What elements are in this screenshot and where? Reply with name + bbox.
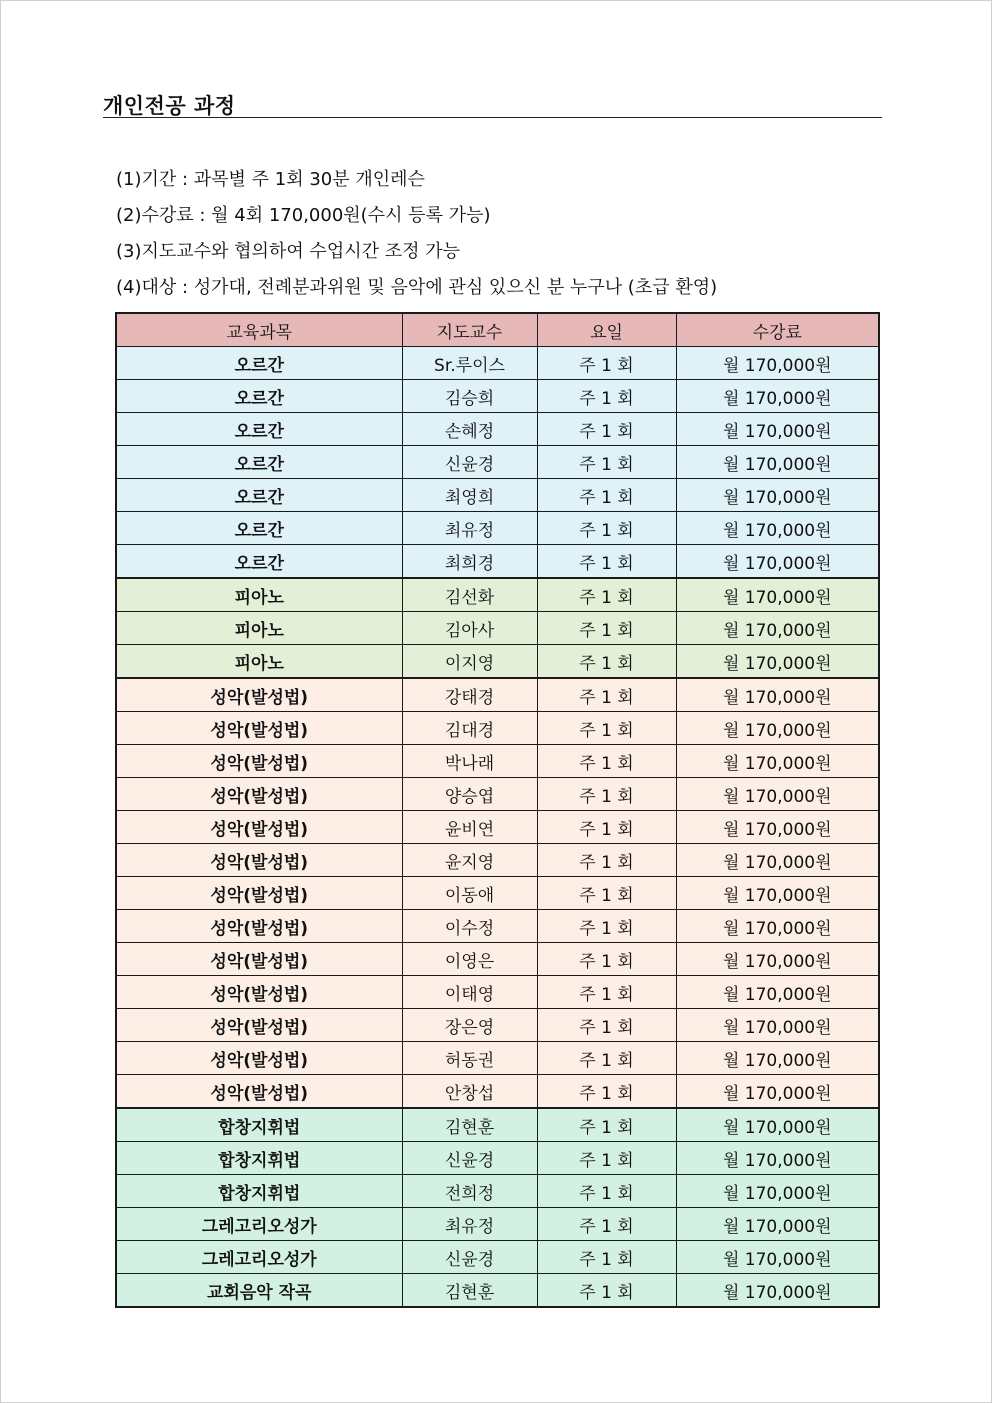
fee-cell: 월 170,000원 <box>676 612 879 645</box>
table-row <box>116 712 879 745</box>
teacher-cell: 윤비연 <box>402 811 537 844</box>
teacher-cell: 박나래 <box>402 745 537 778</box>
note-fee: (2)수강료 : 월 4회 170,000원(수시 등록 가능) <box>116 205 491 226</box>
fee-cell: 월 170,000원 <box>676 877 879 910</box>
teacher-cell: 최유정 <box>402 512 537 545</box>
fee-cell: 월 170,000원 <box>676 413 879 446</box>
table-row <box>116 479 879 512</box>
day-cell: 주 1 회 <box>537 1241 676 1274</box>
teacher-cell: Sr.루이스 <box>402 347 537 380</box>
subject-cell: 성악(발성법) <box>116 678 402 712</box>
fee-cell: 월 170,000원 <box>676 1142 879 1175</box>
table-row <box>116 512 879 545</box>
table-row <box>116 413 879 446</box>
day-cell: 주 1 회 <box>537 778 676 811</box>
fee-cell: 월 170,000원 <box>676 1042 879 1075</box>
table-row <box>116 578 879 612</box>
fee-cell: 월 170,000원 <box>676 811 879 844</box>
teacher-cell: 이동애 <box>402 877 537 910</box>
subject-cell: 성악(발성법) <box>116 1009 402 1042</box>
teacher-cell: 장은영 <box>402 1009 537 1042</box>
table-row <box>116 678 879 712</box>
teacher-cell: 양승엽 <box>402 778 537 811</box>
table-row <box>116 943 879 976</box>
fee-cell: 월 170,000원 <box>676 578 879 612</box>
day-cell: 주 1 회 <box>537 380 676 413</box>
day-cell: 주 1 회 <box>537 844 676 877</box>
notes-list <box>116 166 876 310</box>
teacher-cell: 전희정 <box>402 1175 537 1208</box>
day-cell: 주 1 회 <box>537 877 676 910</box>
table-row <box>116 612 879 645</box>
day-cell: 주 1 회 <box>537 1142 676 1175</box>
table-row <box>116 1009 879 1042</box>
table-row <box>116 1142 879 1175</box>
teacher-cell: 신윤경 <box>402 446 537 479</box>
fee-cell: 월 170,000원 <box>676 678 879 712</box>
subject-cell: 피아노 <box>116 645 402 679</box>
subject-cell: 성악(발성법) <box>116 778 402 811</box>
course-table <box>115 312 880 1308</box>
fee-cell: 월 170,000원 <box>676 844 879 877</box>
day-cell: 주 1 회 <box>537 1075 676 1109</box>
teacher-cell: 최희경 <box>402 545 537 579</box>
teacher-cell: 김선화 <box>402 578 537 612</box>
subject-cell: 오르간 <box>116 347 402 380</box>
fee-cell: 월 170,000원 <box>676 1175 879 1208</box>
fee-cell: 월 170,000원 <box>676 910 879 943</box>
table-row <box>116 1108 879 1142</box>
table-row <box>116 976 879 1009</box>
header-teacher: 지도교수 <box>402 313 537 347</box>
fee-cell: 월 170,000원 <box>676 712 879 745</box>
teacher-cell: 이지영 <box>402 645 537 679</box>
day-cell: 주 1 회 <box>537 1108 676 1142</box>
table-row <box>116 380 879 413</box>
table-row <box>116 745 879 778</box>
subject-cell: 성악(발성법) <box>116 910 402 943</box>
table-body <box>116 347 879 1308</box>
day-cell: 주 1 회 <box>537 512 676 545</box>
teacher-cell: 김아사 <box>402 612 537 645</box>
teacher-cell: 윤지영 <box>402 844 537 877</box>
subject-cell: 합창지휘법 <box>116 1175 402 1208</box>
day-cell: 주 1 회 <box>537 712 676 745</box>
subject-cell: 성악(발성법) <box>116 877 402 910</box>
subject-cell: 성악(발성법) <box>116 745 402 778</box>
subject-cell: 피아노 <box>116 578 402 612</box>
teacher-cell: 신윤경 <box>402 1241 537 1274</box>
subject-cell: 오르간 <box>116 479 402 512</box>
day-cell: 주 1 회 <box>537 910 676 943</box>
day-cell: 주 1 회 <box>537 745 676 778</box>
table-row <box>116 645 879 679</box>
teacher-cell: 김대경 <box>402 712 537 745</box>
note-period: (1)기간 : 과목별 주 1회 30분 개인레슨 <box>116 169 425 190</box>
fee-cell: 월 170,000원 <box>676 1274 879 1308</box>
table-row <box>116 446 879 479</box>
day-cell: 주 1 회 <box>537 678 676 712</box>
table-row <box>116 877 879 910</box>
fee-cell: 월 170,000원 <box>676 512 879 545</box>
fee-cell: 월 170,000원 <box>676 446 879 479</box>
teacher-cell: 최유정 <box>402 1208 537 1241</box>
fee-cell: 월 170,000원 <box>676 545 879 579</box>
teacher-cell: 이영은 <box>402 943 537 976</box>
day-cell: 주 1 회 <box>537 578 676 612</box>
header-fee: 수강료 <box>676 313 879 347</box>
table-row <box>116 1075 879 1109</box>
table-row <box>116 1208 879 1241</box>
subject-cell: 합창지휘법 <box>116 1142 402 1175</box>
title-rule <box>103 117 882 118</box>
day-cell: 주 1 회 <box>537 943 676 976</box>
table-row <box>116 1241 879 1274</box>
table-row <box>116 1042 879 1075</box>
fee-cell: 월 170,000원 <box>676 1241 879 1274</box>
header-day: 요일 <box>537 313 676 347</box>
table-row <box>116 811 879 844</box>
day-cell: 주 1 회 <box>537 545 676 579</box>
day-cell: 주 1 회 <box>537 811 676 844</box>
day-cell: 주 1 회 <box>537 479 676 512</box>
fee-cell: 월 170,000원 <box>676 778 879 811</box>
fee-cell: 월 170,000원 <box>676 976 879 1009</box>
subject-cell: 그레고리오성가 <box>116 1208 402 1241</box>
teacher-cell: 김현훈 <box>402 1108 537 1142</box>
note-schedule: (3)지도교수와 협의하여 수업시간 조정 가능 <box>116 241 460 262</box>
day-cell: 주 1 회 <box>537 976 676 1009</box>
subject-cell: 성악(발성법) <box>116 712 402 745</box>
fee-cell: 월 170,000원 <box>676 645 879 679</box>
fee-cell: 월 170,000원 <box>676 1108 879 1142</box>
fee-cell: 월 170,000원 <box>676 1075 879 1109</box>
teacher-cell: 안창섭 <box>402 1075 537 1109</box>
subject-cell: 성악(발성법) <box>116 811 402 844</box>
day-cell: 주 1 회 <box>537 1208 676 1241</box>
table-row <box>116 347 879 380</box>
page-title: 개인전공 과정 <box>103 94 236 118</box>
day-cell: 주 1 회 <box>537 612 676 645</box>
teacher-cell: 김승희 <box>402 380 537 413</box>
note-target: (4)대상 : 성가대, 전례분과위원 및 음악에 관심 있으신 분 누구나 (초급 환영) <box>116 277 718 298</box>
day-cell: 주 1 회 <box>537 1042 676 1075</box>
teacher-cell: 신윤경 <box>402 1142 537 1175</box>
subject-cell: 오르간 <box>116 380 402 413</box>
subject-cell: 교회음악 작곡 <box>116 1274 402 1308</box>
subject-cell: 오르간 <box>116 413 402 446</box>
subject-cell: 성악(발성법) <box>116 1075 402 1109</box>
table-row <box>116 844 879 877</box>
teacher-cell: 최영희 <box>402 479 537 512</box>
subject-cell: 피아노 <box>116 612 402 645</box>
fee-cell: 월 170,000원 <box>676 1009 879 1042</box>
day-cell: 주 1 회 <box>537 347 676 380</box>
subject-cell: 성악(발성법) <box>116 943 402 976</box>
teacher-cell: 김현훈 <box>402 1274 537 1308</box>
subject-cell: 오르간 <box>116 545 402 579</box>
day-cell: 주 1 회 <box>537 1009 676 1042</box>
teacher-cell: 이수정 <box>402 910 537 943</box>
day-cell: 주 1 회 <box>537 1274 676 1308</box>
subject-cell: 성악(발성법) <box>116 976 402 1009</box>
subject-cell: 오르간 <box>116 512 402 545</box>
teacher-cell: 강태경 <box>402 678 537 712</box>
fee-cell: 월 170,000원 <box>676 347 879 380</box>
day-cell: 주 1 회 <box>537 645 676 679</box>
fee-cell: 월 170,000원 <box>676 380 879 413</box>
subject-cell: 오르간 <box>116 446 402 479</box>
subject-cell: 성악(발성법) <box>116 844 402 877</box>
table-row <box>116 1274 879 1308</box>
table-row <box>116 910 879 943</box>
fee-cell: 월 170,000원 <box>676 1208 879 1241</box>
day-cell: 주 1 회 <box>537 1175 676 1208</box>
subject-cell: 성악(발성법) <box>116 1042 402 1075</box>
day-cell: 주 1 회 <box>537 413 676 446</box>
fee-cell: 월 170,000원 <box>676 479 879 512</box>
header-subject: 교육과목 <box>116 313 402 347</box>
table-row <box>116 545 879 579</box>
table-row <box>116 1175 879 1208</box>
subject-cell: 합창지휘법 <box>116 1108 402 1142</box>
teacher-cell: 손혜정 <box>402 413 537 446</box>
fee-cell: 월 170,000원 <box>676 745 879 778</box>
teacher-cell: 허동권 <box>402 1042 537 1075</box>
table-row <box>116 778 879 811</box>
table-header-row <box>116 313 879 347</box>
fee-cell: 월 170,000원 <box>676 943 879 976</box>
subject-cell: 그레고리오성가 <box>116 1241 402 1274</box>
day-cell: 주 1 회 <box>537 446 676 479</box>
teacher-cell: 이태영 <box>402 976 537 1009</box>
